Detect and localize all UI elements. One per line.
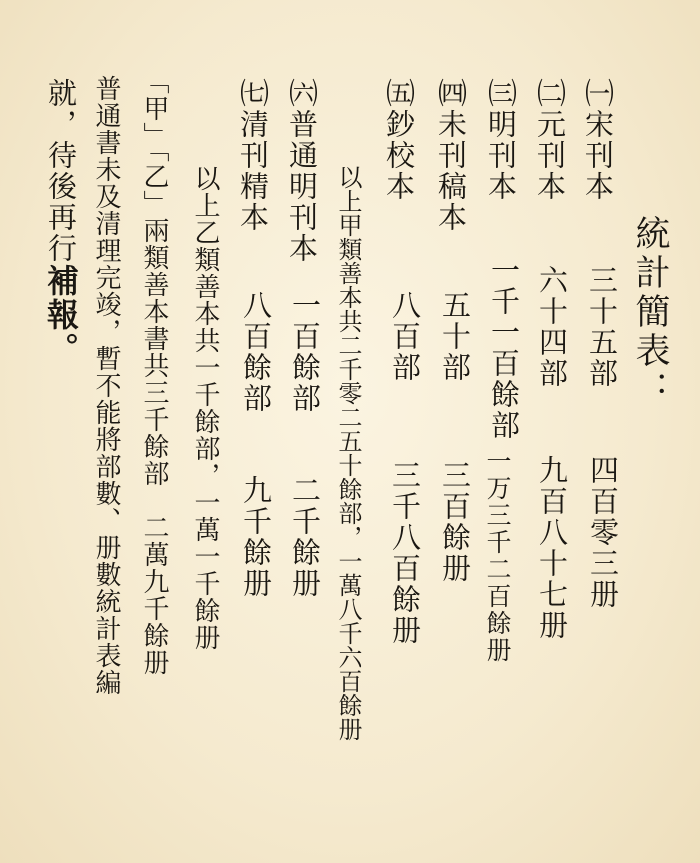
table-title: 統計簡表： <box>630 215 670 410</box>
note-line-3-text: 就，待後再行 <box>44 78 78 264</box>
row-6-volumes: 二千餘册 <box>288 475 322 599</box>
row-6-count: 一百餘部 <box>288 290 322 414</box>
row-7-volumes: 九千餘册 <box>239 475 273 599</box>
row-7-name: ㈦清刊精本 <box>236 78 270 233</box>
summary-class-b: 以上乙類善本共一千餘部，一萬一千餘册 <box>190 165 220 651</box>
row-2-name: ㈡元刊本 <box>533 78 567 202</box>
row-3-name: ㈢明刊本 <box>484 78 518 202</box>
row-1-volumes: 四百零三册 <box>586 455 620 610</box>
summary-class-a: 以上甲類善本共二千零二五十餘部，一萬八千六百餘册 <box>334 165 362 741</box>
note-line-3-emphasis: 補報。 <box>42 264 80 366</box>
note-line-3 <box>42 78 80 366</box>
row-3-count: 一千一百餘部 <box>487 255 521 441</box>
row-1-name: ㈠宋刊本 <box>581 78 615 202</box>
row-5-name: ㈤鈔校本 <box>382 78 416 202</box>
row-2-volumes: 九百八十七册 <box>535 455 569 641</box>
row-4-volumes: 三百餘册 <box>438 460 472 584</box>
row-5-volumes: 三千八百餘册 <box>388 460 422 646</box>
note-line-1: 「甲」「乙」兩類善本書共三千餘部 二萬九千餘册 <box>139 68 169 676</box>
row-4-count: 五十部 <box>438 290 472 383</box>
row-2-count: 六十四部 <box>535 265 569 389</box>
row-5-count: 八百部 <box>388 290 422 383</box>
note-line-2: 普通書未及清理完竣，暫不能將部數、册數統計表編 <box>91 75 121 696</box>
row-3-volumes: 一万三千二百餘册 <box>483 448 512 664</box>
row-7-count: 八百餘部 <box>239 290 273 414</box>
row-1-count: 三十五部 <box>585 265 619 389</box>
row-6-name: ㈥普通明刊本 <box>285 78 319 264</box>
row-4-name: ㈣未刊稿本 <box>434 78 468 233</box>
